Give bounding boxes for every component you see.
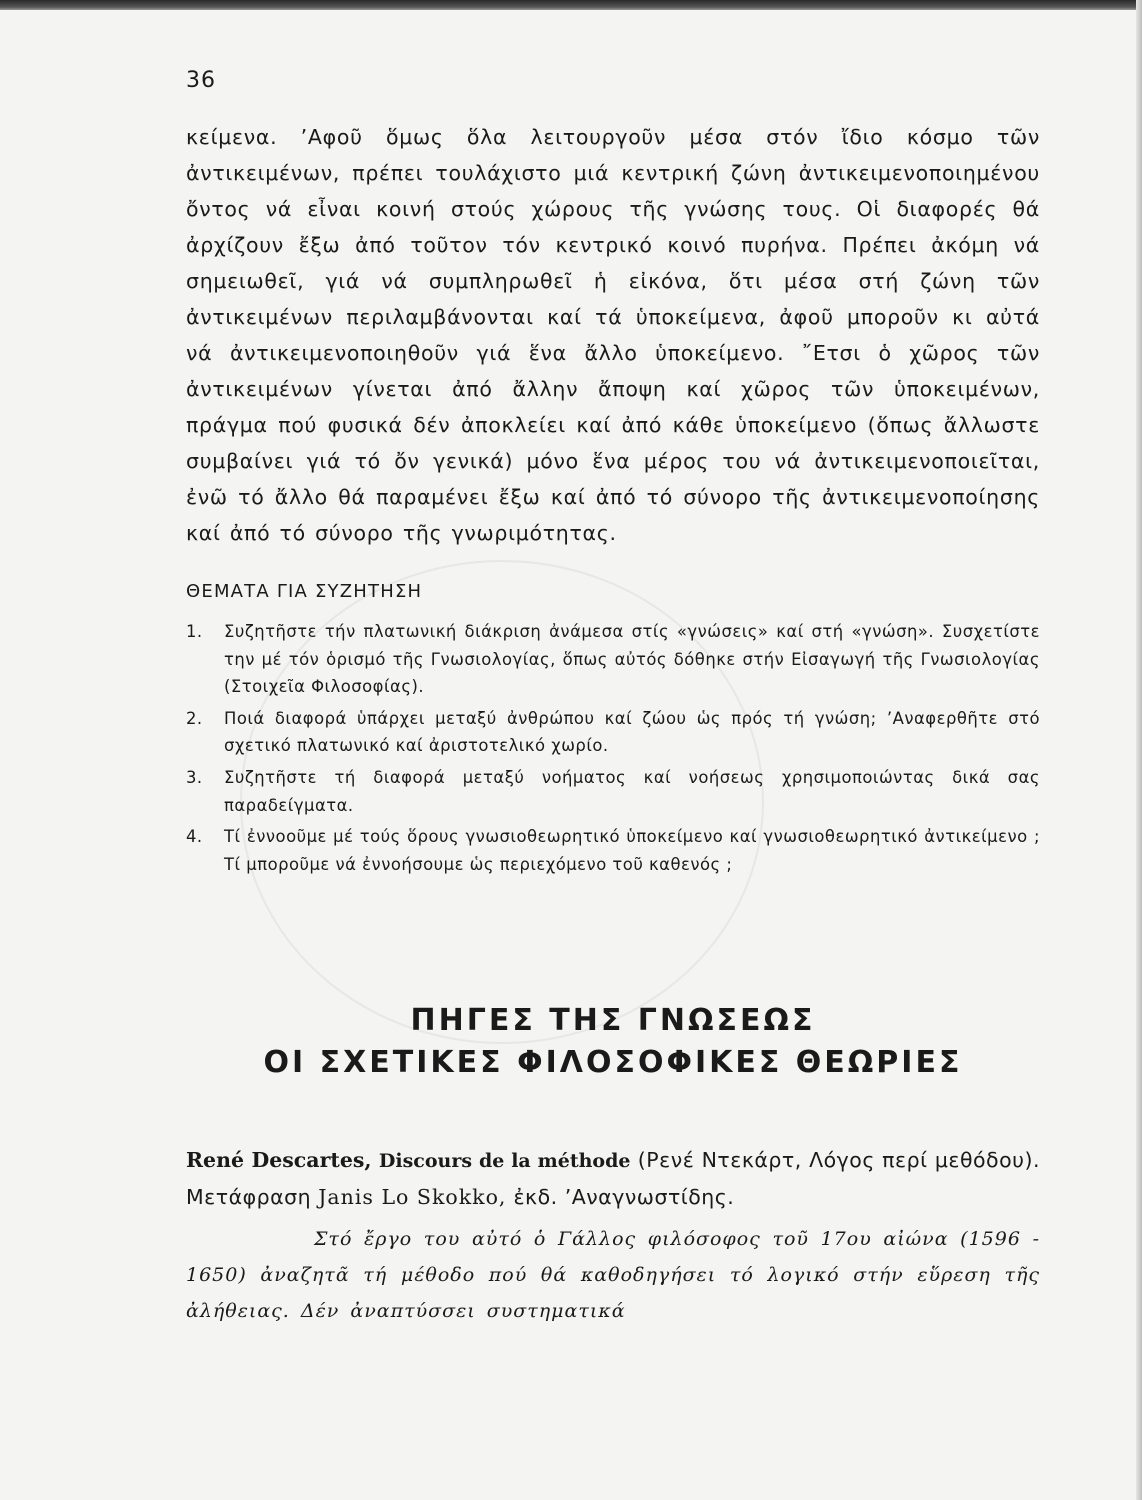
section-title-line-1: ΠΗΓΕΣ ΤΗΣ ΓΝΩΣΕΩΣ [410, 1003, 816, 1039]
questions-list [186, 618, 1040, 878]
reference-author: René Descartes, [186, 1148, 372, 1173]
bibliographic-reference [186, 1142, 1040, 1215]
scan-right-edge [1136, 0, 1142, 1500]
question-number: 1. [186, 622, 203, 641]
question-item [186, 618, 1040, 701]
page-number: 36 [186, 68, 216, 93]
body-paragraph: κείμενα. ’Αφοῦ ὅμως ὅλα λειτουργοῦν μέσα στόν ἴδιο κόσμο τῶν ἀντικειμένων, πρέπει τουλάχιστο μιά κεντρική ζώνη ἀντικειμενοποιημένου ὄντος νά εἶναι κοινή στούς χώρους τῆς γνώσης τους. Οἱ διαφορές θά ἀρχίζουν ἔξω ἀπό τοῦτον τόν κεντρικό κοινό πυρήνα. Πρέπει ἀκόμη νά σημειωθεῖ, γιά νά συμπληρωθεῖ ἡ εἰκόνα, ὅτι μέσα στή ζώνη τῶν ἀντικειμένων περιλαμβάνονται καί τά ὑποκείμενα, ἀφοῦ μποροῦν κι αὐτά νά ἀντικειμενοποιηθοῦν γιά ἕνα ἄλλο ὑποκείμενο. ῎Ετσι ὁ χῶρος τῶν ἀντικειμένων γίνεται ἀπό ἄλλην ἄποψη καί χῶρος τῶν ὑποκειμένων, πράγμα πού φυσικά δέν ἀποκλείει καί ἀπό κάθε ὑποκείμενο (ὅπως ἄλλωστε συμβαίνει γιά τό ὄν γενικά) μόνο ἕνα μέρος του νά ἀντικειμενοποιεῖται, ἐνῶ τό ἄλλο θά παραμένει ἔξω καί ἀπό τό σύνορο τῆς ἀντικειμενοποίησης καί ἀπό τό σύνορο τῆς γνωριμότητας. [186, 125, 1040, 545]
question-item [186, 705, 1040, 760]
question-number: 3. [186, 767, 203, 787]
reference-greek-title: (Ρενέ Ντεκάρτ, Λόγος περί μεθόδου). Μετάφραση [186, 1148, 1041, 1210]
question-text: Τί ἐννοοῦμε μέ τούς ὅρους γνωσιοθεωρητικό ὑποκείμενο καί γνωσιοθεωρητικό ἀντικείμενο ; Τί μποροῦμε νά ἐννοήσουμε ὡς περιεχόμενο τοῦ καθενός ; [224, 827, 1040, 874]
reference-publisher: ἐκδ. ’Αναγνωστίδης. [513, 1185, 735, 1210]
book-page [186, 68, 1040, 1329]
reference-translator: Janis Lo Skokko, [318, 1185, 507, 1210]
question-number: 4. [186, 827, 203, 847]
scan-top-edge [0, 0, 1142, 10]
section-title-line-2: ΟΙ ΣΧΕΤΙΚΕΣ ΦΙΛΟΣΟΦΙΚΕΣ ΘΕΩΡΙΕΣ [263, 1045, 963, 1081]
intro-paragraph: Στό ἔργο του αὐτό ὁ Γάλλος φιλόσοφος τοῦ 17ου αἰώνα (1596 - 1650) ἀναζητᾶ τή μέθοδο πού θά καθοδηγήσει τό λογικό στήν εὕρεση τῆς ἀλήθειας. Δέν ἀναπτύσσει συστηματικά [186, 1228, 1040, 1323]
reference-work-title: Discours de la méthode [378, 1150, 631, 1173]
question-text: Συζητῆστε τή διαφορά μεταξύ νοήματος καί νοήσεως χρησιμοποιώντας δικά σας παραδείγματα. [224, 767, 1040, 815]
questions-heading: ΘΕΜΑΤΑ ΓΙΑ ΣΥΖΗΤΗΣΗ [186, 581, 423, 602]
question-number: 2. [186, 708, 203, 728]
section-title [186, 1000, 1040, 1084]
question-text: Ποιά διαφορά ὑπάρχει μεταξύ ἀνθρώπου καί ζώου ὡς πρός τή γνώση; ’Αναφερθῆτε στό σχετικό πλατωνικό καί ἀριστοτελικό χωρίο. [224, 708, 1040, 756]
question-item [186, 823, 1040, 878]
question-item [186, 764, 1040, 819]
question-text: Συζητῆστε τήν πλατωνική διάκριση ἀνάμεσα στίς «γνώσεις» καί στή «γνώση». Συσχετίστε την μέ τόν ὁρισμό τῆς Γνωσιολογίας, ὅπως αὐτός δόθηκε στήν Εἰσαγωγή τῆς Γνωσιολογίας (Στοιχεῖα Φιλοσοφίας). [224, 622, 1040, 697]
